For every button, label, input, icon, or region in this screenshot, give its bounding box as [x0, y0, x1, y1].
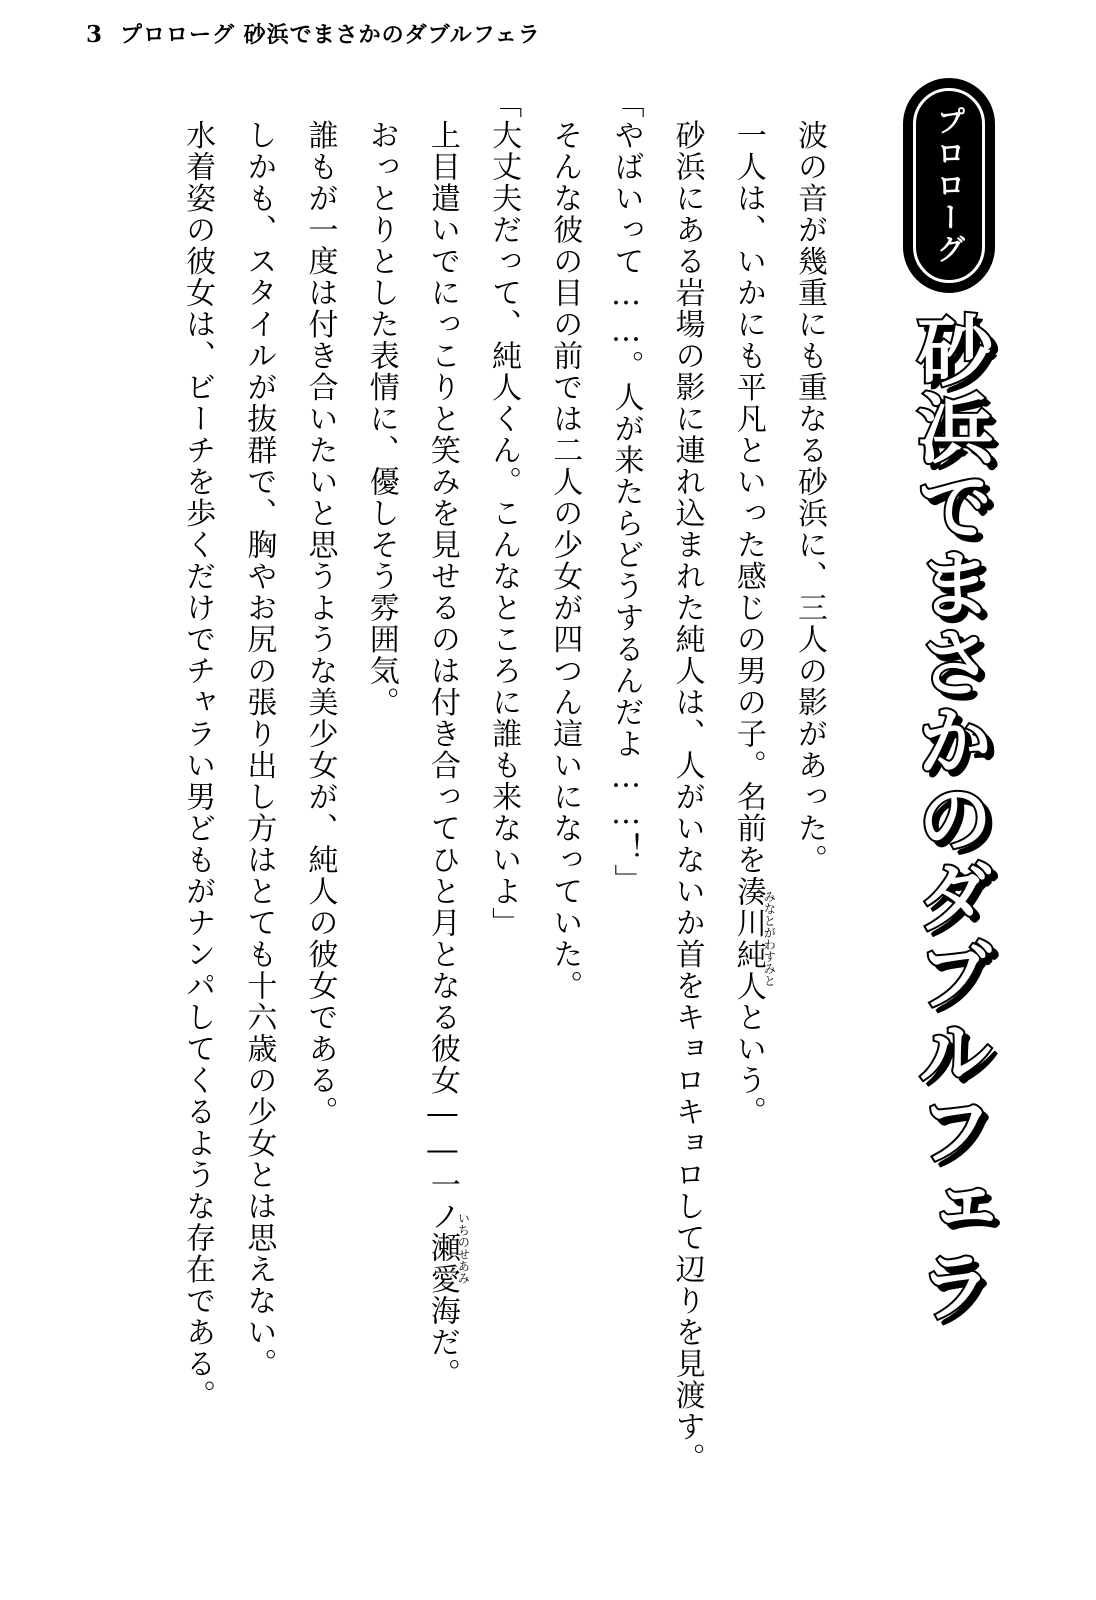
paragraph: そんな彼の目の前では二人の少女が四つん這いになっていた。 [547, 88, 583, 1002]
paragraph: 砂浜にある岩場の影に連れ込まれた純人は、人がいないか首をキョロキョロして辺りを見渡す。 [669, 88, 705, 1474]
paragraph: おっとりとした表情に、優しそう雰囲気。 [363, 88, 399, 718]
paragraph: 波の音が幾重にも重なる砂浜に、三人の影があった。 [792, 88, 827, 876]
paragraph: 上目遣いでにっこりと笑みを見せるのは付き合ってひと月となる彼女――一ノ瀬愛海いちのせあみだ。 [424, 88, 471, 1390]
running-head-chapter-title: プロローグ 砂浜でまさかのダブルフェラ [120, 22, 541, 48]
running-head [86, 18, 541, 49]
chapter-main-title: 砂浜でまさかのダブルフェラ [904, 311, 994, 1325]
paragraph: 一人は、いかにも平凡といった感じの男の子。名前を湊川純人みなとがわすみとという。 [730, 88, 777, 1128]
paragraph: 「やばいって……。人が来たらどうするんだよ……！」 [608, 88, 644, 896]
paragraph: 水着姿の彼女は、ビーチを歩くだけでチャラい男どもがナンパしてくるような存在である。 [180, 88, 216, 1411]
body-text [78, 88, 840, 1528]
prologue-badge-label: プロローグ [932, 105, 967, 266]
ruby-name-sumito: 湊川純人みなとがわすみと [730, 875, 777, 1002]
paragraph: しかも、スタイルが抜群で、胸やお尻の張り出し方はとても十六歳の少女とは思えない。 [241, 88, 277, 1380]
title-block [854, 78, 1044, 1325]
page-number: 3 [86, 21, 103, 48]
ruby-name-ami: 一ノ瀬愛海いちのせあみ [424, 1169, 471, 1327]
paragraph: 誰もが一度は付き合いたいと思うような美少女が、純人の彼女である。 [302, 88, 338, 1128]
paragraph: 「大丈夫だって、純人くん。こんなところに誰も来ないよ」 [486, 88, 522, 939]
prologue-badge [903, 78, 995, 293]
